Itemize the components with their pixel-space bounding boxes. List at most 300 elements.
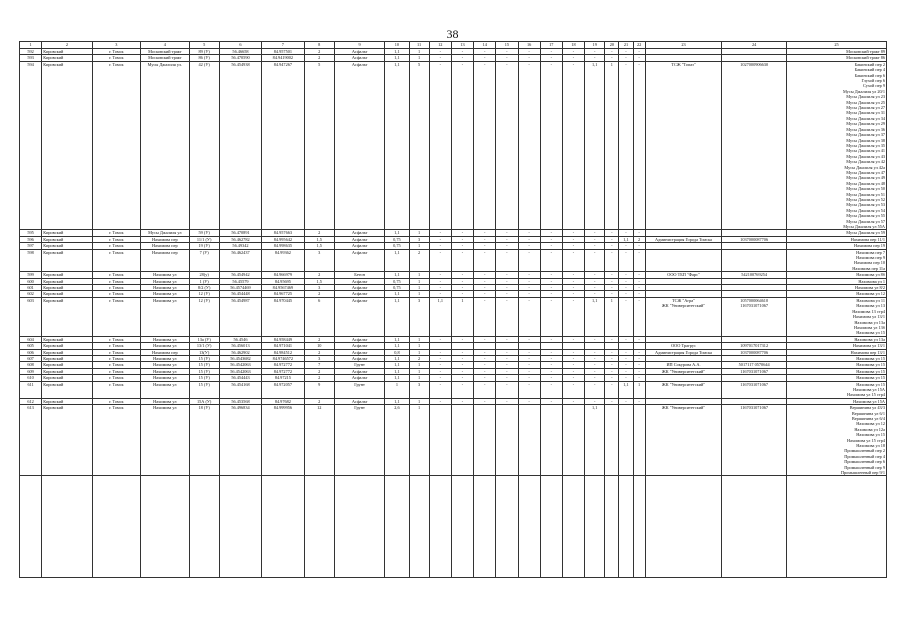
cell-text: Нахимова ул (153, 336, 177, 342)
column-header: 1 (20, 42, 42, 49)
cell-text: - (638, 249, 640, 255)
cell-text: - (572, 375, 575, 381)
column-header: 9 (334, 42, 384, 49)
cell-text: Промышленный пер 9 (844, 464, 885, 470)
cell-text: 1,1 (394, 398, 400, 404)
cell-text: Бакинский пер 6 (854, 72, 885, 78)
column-header: 21 (619, 42, 633, 49)
cell-text: - (506, 375, 508, 381)
table-cell (409, 381, 429, 398)
table-cell (474, 405, 496, 476)
table-cell (645, 349, 722, 355)
cell-text: Асфальт (351, 291, 368, 297)
cell-text: Администрация Города Томска (655, 349, 712, 355)
cell-text: - (439, 291, 441, 297)
cell-text: г. Томск (109, 381, 124, 387)
cell-text: 1 (461, 297, 464, 303)
cell-text: Нахимова ул 11 (856, 297, 885, 303)
cell-text: - (572, 285, 575, 291)
cell-text: - (611, 362, 613, 368)
cell-text: 1,1 (394, 230, 400, 236)
cell-text: 84.967725 (273, 291, 293, 297)
cell-text: 2 (318, 230, 321, 236)
column-header: 20 (605, 42, 619, 49)
table-cell (562, 249, 584, 272)
cell-text: Нахимова пер (151, 243, 178, 249)
cell-text: - (439, 272, 441, 278)
cell-text: 18 (У) (198, 405, 210, 411)
cell-text: 56.49342 (232, 243, 249, 249)
cell-text: - (439, 336, 441, 342)
cell-text: - (572, 362, 575, 368)
cell-text: 1,1 (394, 49, 400, 54)
cell-text: г. Томск (109, 355, 124, 361)
cell-text: 15 (У) (198, 375, 210, 381)
cell-text: - (550, 49, 553, 54)
table-cell (262, 249, 304, 272)
cell-text: - (506, 249, 508, 255)
cell-text: - (461, 249, 464, 255)
cell-text: 8/2 (У) (197, 285, 211, 291)
table-cell (20, 61, 42, 230)
cell-text: - (572, 243, 575, 249)
cell-text: - (461, 381, 464, 387)
cell-text: 84.984512 (273, 349, 293, 355)
cell-text: 6 (318, 297, 321, 303)
column-header: 11 (409, 42, 429, 49)
cell-text: Мусы Джалиля ул 20/1 (842, 88, 885, 94)
empty-cell (474, 476, 496, 578)
cell-text: Московский тракт 86 (846, 55, 885, 61)
table-cell (20, 249, 42, 272)
cell-text: Мусы Джалиля ул 57 (846, 218, 885, 224)
cell-text: - (593, 272, 596, 278)
cell-text: Асфальт (351, 336, 368, 342)
cell-text: - (528, 297, 530, 303)
cell-text: Мусы Джалиля ул 29 (846, 121, 885, 127)
cell-text: Администрация Города Томска (655, 236, 712, 242)
cell-text: - (593, 236, 596, 242)
table-row (20, 249, 887, 272)
table-cell (429, 61, 451, 230)
cell-text: - (439, 362, 441, 368)
table-cell (262, 405, 304, 476)
cell-text: - (506, 272, 508, 278)
cell-text: Асфальт (351, 349, 368, 355)
table-body (20, 49, 887, 578)
cell-text: - (528, 375, 530, 381)
cell-text: Нахимова ул (153, 355, 177, 361)
column-header: 3 (92, 42, 140, 49)
table-cell (304, 381, 334, 398)
cell-text: - (611, 230, 613, 236)
cell-text: 3 (318, 355, 321, 361)
table-cell (605, 249, 619, 272)
table-cell (633, 61, 645, 230)
table-cell (496, 405, 518, 476)
cell-text: - (528, 291, 530, 297)
cell-text: - (572, 49, 575, 54)
empty-cell (518, 476, 540, 578)
cell-text: ЖК "Университетский" (661, 381, 706, 387)
cell-text: 15 (У) (198, 355, 210, 361)
cell-text: Промышленный пер 2 (844, 448, 885, 454)
cell-text: Бакинский пер 4 (854, 67, 885, 73)
cell-text: 84.972772 (273, 362, 293, 368)
cell-text: - (550, 375, 553, 381)
cell-text: 1057000064610 (740, 297, 769, 303)
cell-text: г. Томск (109, 61, 124, 67)
page-number: 38 (446, 27, 459, 41)
cell-text: Нахимова ул 12а (854, 426, 885, 432)
cell-text: - (625, 243, 627, 249)
cell-text: - (550, 291, 553, 297)
cell-text: 1 (418, 336, 421, 342)
table-cell (42, 405, 92, 476)
table-cell (451, 61, 473, 230)
cell-text: Нахимова ул 13а (854, 319, 885, 325)
cell-text: 84.998635 (273, 243, 293, 249)
cell-text: Кировский (43, 343, 64, 349)
cell-text: 84.9746572 (272, 355, 294, 361)
cell-text: - (611, 368, 613, 374)
cell-text: 84.970445 (273, 297, 293, 303)
table-cell (645, 236, 722, 242)
cell-text: - (483, 285, 486, 291)
cell-text: 12 (317, 405, 322, 411)
cell-text: Кировский (43, 243, 64, 249)
cell-text: - (638, 355, 640, 361)
cell-text: - (506, 349, 508, 355)
cell-text: 84.99362 (274, 249, 291, 255)
column-header: 24 (722, 42, 787, 49)
table-cell (722, 249, 787, 272)
cell-text: Мусы Джалиля ул 35 (846, 142, 885, 148)
cell-text: 1167031071067 (740, 303, 769, 309)
table-cell (633, 297, 645, 336)
cell-text: 3 (418, 297, 421, 303)
cell-text: - (550, 249, 553, 255)
cell-text: 1,1 (592, 297, 598, 303)
cell-text: ИП Сокурова А.А. (666, 362, 701, 368)
cell-text: 609 (27, 368, 34, 374)
table-cell (385, 381, 409, 398)
cell-text: - (506, 230, 508, 236)
cell-text: - (572, 272, 575, 278)
cell-text: - (439, 49, 441, 54)
cell-text: Вершинина ул 43/3 (849, 405, 885, 411)
table-cell (304, 61, 334, 230)
cell-text: Нахимова 13 стр4 (852, 308, 885, 314)
table-cell (518, 381, 540, 398)
empty-cell (605, 476, 619, 578)
cell-text: 84.972772 (273, 368, 293, 374)
cell-text: Мусы Джалиля ул 41 (846, 148, 885, 154)
cell-text: Кировский (43, 398, 64, 404)
cell-text: - (625, 272, 627, 278)
cell-text: Нахимова ул 15 (856, 330, 885, 336)
cell-text: - (572, 297, 575, 303)
cell-text: 2 (318, 375, 321, 381)
cell-text: Мусы Джалиля ул 37 (846, 132, 885, 138)
table-cell (585, 405, 605, 476)
cell-text: 1,1 (623, 381, 629, 387)
cell-text: 84.999956 (273, 405, 293, 411)
cell-text: 1,1 (394, 336, 400, 342)
cell-text: - (461, 362, 464, 368)
cell-text: Нахимова ул 12 (856, 421, 885, 427)
cell-text: Асфальт (351, 285, 368, 291)
empty-cell (92, 476, 140, 578)
cell-text: г. Томск (109, 230, 124, 236)
empty-cell (585, 476, 605, 578)
cell-text: - (483, 355, 486, 361)
cell-text: - (483, 61, 486, 67)
cell-text: г. Томск (109, 336, 124, 342)
cell-text: Мусы Джалиля ул 52 (846, 196, 885, 202)
cell-text: - (550, 272, 553, 278)
table-cell (304, 405, 334, 476)
cell-text: 1 (418, 285, 421, 291)
cell-text: - (625, 249, 627, 255)
cell-text: 1 (395, 381, 398, 387)
cell-text: 1 (418, 343, 421, 349)
empty-cell (722, 476, 787, 578)
cell-text: - (506, 291, 508, 297)
table-cell (189, 381, 219, 398)
empty-cell (189, 476, 219, 578)
cell-text: - (483, 49, 486, 54)
cell-text: - (439, 375, 441, 381)
cell-text: - (461, 236, 464, 242)
cell-text: 86 (У) (198, 55, 210, 61)
table-cell (141, 61, 189, 230)
cell-text: Нахимова ул 15 (856, 355, 885, 361)
cell-text: Глухой пер 6 (861, 78, 885, 84)
empty-cell (562, 476, 584, 578)
cell-text: 604 (27, 336, 34, 342)
empty-cell (42, 476, 92, 578)
cell-text: 15 (У) (198, 362, 210, 368)
cell-text: Мусы Джалиля ул 43 (846, 153, 885, 159)
cell-text: - (550, 381, 553, 387)
table-cell (540, 249, 562, 272)
cell-text: - (611, 249, 613, 255)
cell-text: - (506, 278, 508, 284)
cell-text: 596 (27, 236, 34, 242)
cell-text: 10 (317, 343, 322, 349)
cell-text: - (638, 291, 640, 297)
table-cell (786, 297, 886, 336)
cell-text: Мусы Джалиля ул 27 (846, 105, 885, 111)
table-cell (141, 297, 189, 336)
table-cell (474, 381, 496, 398)
cell-text: - (572, 249, 575, 255)
cell-text: Кировский (43, 405, 64, 411)
cell-text: - (506, 61, 508, 67)
cell-text: 1,1 (394, 362, 400, 368)
table-cell (474, 61, 496, 230)
cell-text: Вершинина ул 6/4 (851, 416, 885, 421)
cell-text: - (461, 336, 464, 342)
table-cell (92, 405, 140, 476)
cell-text: - (550, 55, 553, 61)
cell-text: 595 (27, 230, 34, 236)
cell-text: - (593, 368, 596, 374)
table-cell (189, 249, 219, 272)
cell-text: - (638, 297, 640, 303)
table-row (20, 381, 887, 398)
cell-text: Нахимова ул (153, 375, 177, 381)
cell-text: Мусы Джалиля ул 42а (844, 164, 885, 170)
cell-text: Кировский (43, 285, 64, 291)
cell-text: Нахимова ул 15 (856, 381, 885, 387)
table-cell (518, 405, 540, 476)
cell-text: Асфальт (351, 49, 368, 54)
cell-text: - (611, 375, 613, 381)
cell-text: Мусы Джалиля ул 42 (846, 159, 885, 165)
table-cell (786, 405, 886, 476)
cell-text: 56.4543682 (230, 355, 251, 361)
cell-text: - (528, 336, 530, 342)
cell-text: - (439, 285, 441, 291)
cell-text: - (611, 278, 613, 284)
cell-text: Кировский (43, 336, 64, 342)
table-cell (585, 61, 605, 230)
cell-text: ТСЖ "Агра" (672, 297, 695, 303)
cell-text: - (528, 243, 530, 249)
cell-text: 1,1 (394, 343, 400, 349)
cell-text: Нахимова ул 13/1 (852, 343, 885, 349)
cell-text: Кировский (43, 49, 64, 54)
cell-text: 84.9419002 (272, 55, 294, 61)
cell-text: - (439, 230, 441, 236)
cell-text: 84.957663 (273, 230, 293, 236)
cell-text: - (461, 368, 464, 374)
cell-text: - (506, 297, 508, 303)
cell-text: 1 (418, 398, 421, 404)
table-cell (585, 381, 605, 398)
cell-text: - (506, 362, 508, 368)
cell-text: 15 (У) (198, 381, 210, 387)
cell-text: - (506, 381, 508, 387)
cell-text: 610 (27, 375, 34, 381)
cell-text: Кировский (43, 368, 64, 374)
cell-text: 1,1 (394, 297, 400, 303)
table-cell (219, 381, 261, 398)
cell-text: - (506, 243, 508, 249)
table-cell (786, 381, 886, 398)
cell-text: - (461, 291, 464, 297)
cell-text: Мусы Джалиля ул 59 (846, 230, 885, 236)
cell-text: - (461, 55, 464, 61)
cell-text: - (483, 368, 486, 374)
cell-text: - (506, 368, 508, 374)
cell-text: - (593, 55, 596, 61)
empty-cell (451, 476, 473, 578)
cell-text: - (528, 49, 530, 54)
cell-text: 1 (418, 230, 421, 236)
table-cell (385, 249, 409, 272)
table-cell (540, 381, 562, 398)
cell-text: 1,1 (437, 297, 443, 303)
cell-text: - (506, 398, 508, 404)
cell-text: Нахимова ул (153, 381, 177, 387)
cell-text: 594 (27, 61, 34, 67)
cell-text: - (611, 336, 613, 342)
cell-text: - (572, 381, 575, 387)
column-header: 16 (518, 42, 540, 49)
empty-cell (141, 476, 189, 578)
cell-text: 602 (27, 291, 34, 297)
table-cell (20, 381, 42, 398)
cell-text: 1,1 (592, 61, 598, 67)
cell-text: 1,5 (316, 278, 322, 284)
cell-text: - (483, 55, 486, 61)
table-cell (633, 381, 645, 398)
table-cell (619, 381, 633, 398)
cell-text: - (593, 291, 596, 297)
cell-text: 2 (318, 368, 321, 374)
cell-text: 56.456013 (231, 343, 250, 349)
table-cell (605, 297, 619, 336)
table-cell (334, 61, 384, 230)
cell-text: - (506, 55, 508, 61)
cell-text: Кировский (43, 278, 64, 284)
cell-text: г. Томск (109, 49, 124, 54)
cell-text: Нахимова пер 7 (856, 249, 885, 255)
cell-text: 0,75 (393, 243, 401, 249)
cell-text: Кировский (43, 349, 64, 355)
table-cell (474, 297, 496, 336)
table-cell (722, 405, 787, 476)
cell-text: - (625, 349, 627, 355)
cell-text: - (611, 55, 613, 61)
cell-text: Асфальт (351, 61, 368, 67)
table-cell (585, 249, 605, 272)
cell-text: 84.995642 (273, 236, 293, 242)
cell-text: - (461, 355, 464, 361)
column-header: 18 (562, 42, 584, 49)
cell-text: Нахимова ул 15 (856, 375, 885, 381)
cell-text: Нахимова ул 15 (856, 432, 885, 438)
cell-text: Кировский (43, 55, 64, 61)
cell-text: 59 (У) (198, 230, 210, 236)
column-header: 2 (42, 42, 92, 49)
cell-text: Московский тракт 89 (846, 49, 885, 54)
cell-text: 1 (418, 55, 421, 61)
cell-text: - (638, 398, 640, 404)
cell-text: - (439, 61, 441, 67)
table-cell (42, 297, 92, 336)
cell-text: 56.454987 (231, 297, 250, 303)
table-cell (385, 61, 409, 230)
cell-text: Мусы Джалиля ул (148, 230, 182, 236)
cell-text: - (483, 297, 486, 303)
cell-text: - (638, 55, 640, 61)
cell-text: Кировский (43, 381, 64, 387)
cell-text: 56.462902 (231, 349, 250, 355)
cell-text: - (506, 336, 508, 342)
cell-text: - (528, 355, 530, 361)
empty-cell (262, 476, 304, 578)
cell-text: - (550, 368, 553, 374)
empty-cell (219, 476, 261, 578)
cell-text: 56.4542063 (230, 362, 251, 368)
cell-text: - (638, 230, 640, 236)
table-cell (540, 61, 562, 230)
cell-text: 13а (У) (197, 336, 211, 342)
